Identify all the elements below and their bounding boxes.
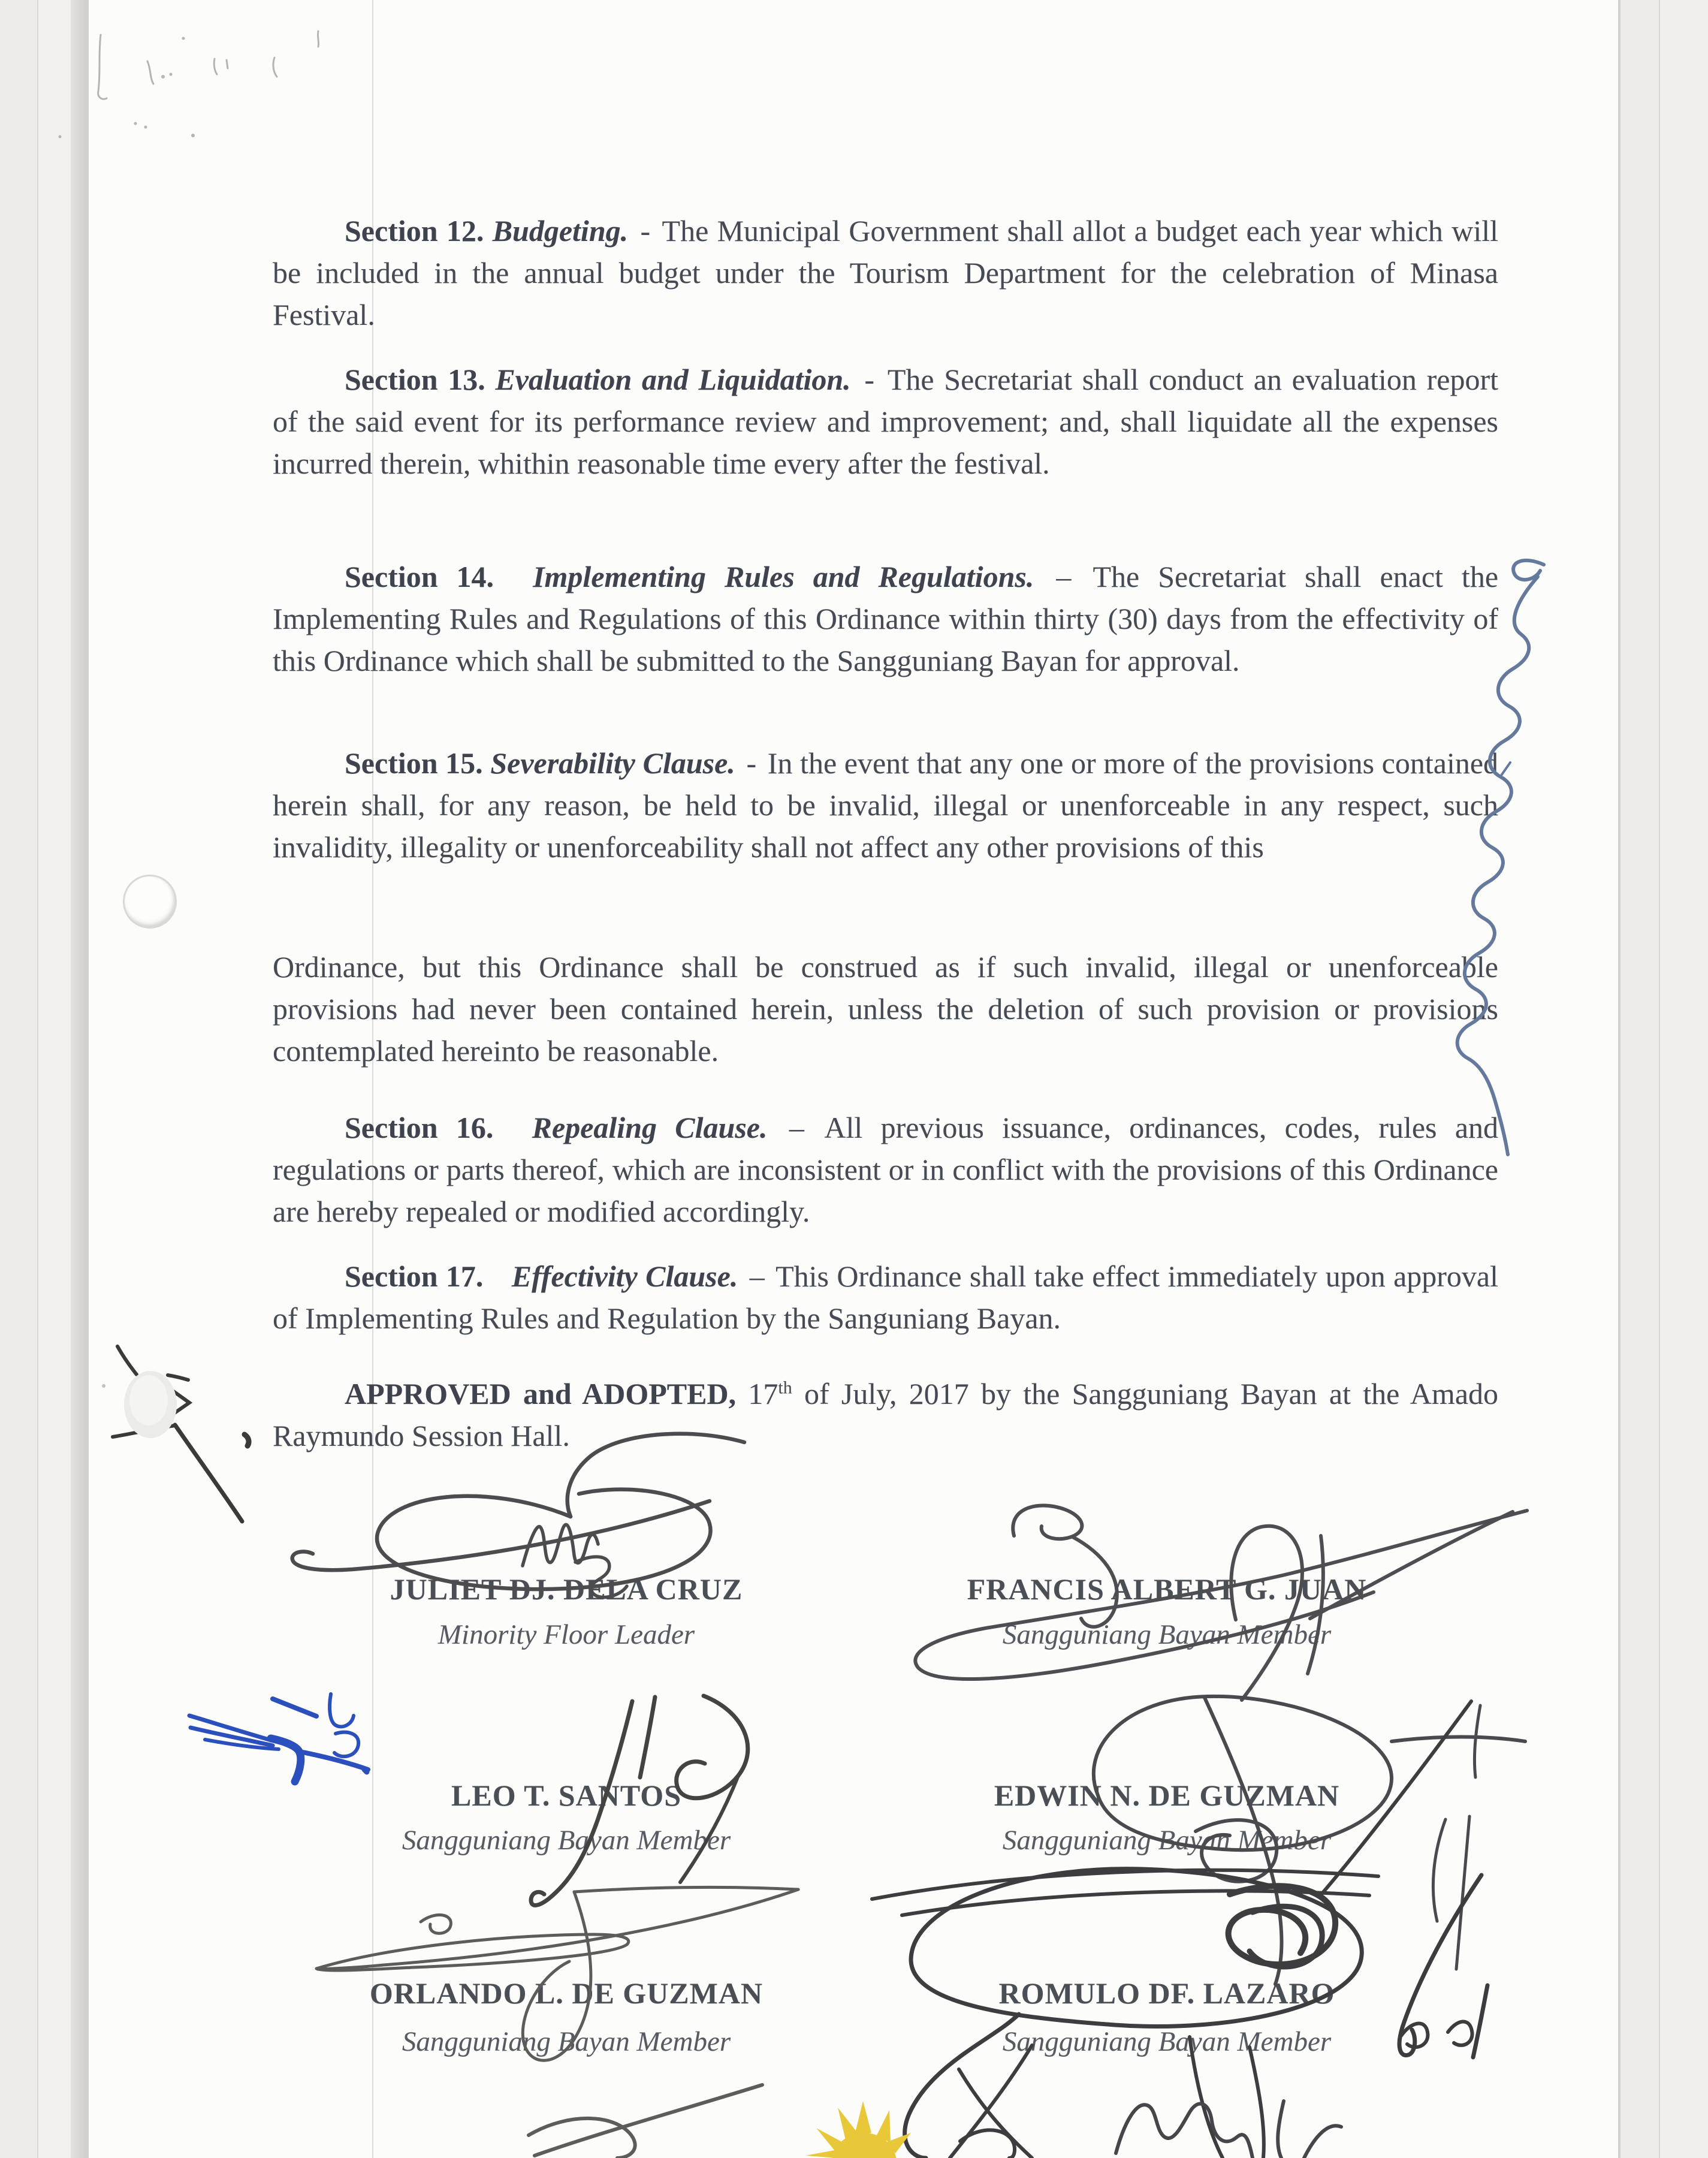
dash: – (789, 1111, 804, 1144)
section-body: The Secretariat shall conduct an evaluation report of the said event for its performance review and improvement; and, shall liquidate all the expenses incurred therein, whithin reasonable time every after the festival. (273, 363, 1499, 480)
dash: - (864, 363, 875, 396)
section-title: Effectivity Clause. (511, 1259, 738, 1293)
section-16-paragraph (273, 1107, 1498, 1232)
section-number: Section 16. (345, 1111, 494, 1144)
section-13-paragraph (273, 358, 1498, 484)
hole-punch (125, 876, 175, 927)
adoption-paragraph (273, 1373, 1498, 1457)
section-number: Section 17. (345, 1259, 484, 1293)
section-title: Repealing Clause. (532, 1111, 768, 1144)
section-15-continuation-paragraph (273, 946, 1498, 1072)
signatory-title-sb-member-3: Sangguniang Bayan Member (1002, 1825, 1332, 1856)
section-body: Ordinance, but this Ordinance shall be construed as if such invalid, illegal or unenforceable provisions had never been contained herein, unless the deletion of such provision or provisions contemplated hereinto be reasonable. (273, 950, 1498, 1068)
dash: - (746, 746, 757, 780)
adoption-day: 17 (748, 1377, 778, 1410)
section-17-paragraph (273, 1255, 1498, 1339)
section-number: Section 12. (345, 214, 484, 248)
section-15-paragraph (273, 742, 1498, 868)
section-number: Section 14. (345, 560, 494, 593)
adoption-lead: APPROVED and ADOPTED, (345, 1377, 737, 1410)
signatory-name-romulo-lazaro: ROMULO DF. LAZARO (998, 1976, 1335, 2010)
signatory-title-sb-member-1: Sangguniang Bayan Member (1002, 1619, 1332, 1650)
adoption-rest: of July, 2017 by the Sangguniang Bayan at the Amado Raymundo Session Hall. (273, 1377, 1499, 1452)
section-title: Budgeting. (492, 214, 629, 248)
dash: - (640, 214, 651, 248)
signatory-name-orlando-de-guzman: ORLANDO L. DE GUZMAN (369, 1976, 764, 2010)
section-title: Implementing Rules and Regulations. (533, 560, 1034, 593)
section-body: This Ordinance shall take effect immediately upon approval of Implementing Rules and Regulation by the Sanguniang Bayan. (273, 1259, 1498, 1335)
section-14-paragraph (273, 556, 1498, 682)
signatory-name-juliet-dela-cruz: JULIET DJ. DELA CRUZ (390, 1572, 743, 1606)
scan-edge-left-outer (0, 0, 38, 2158)
signatory-name-francis-albert-juan: FRANCIS ALBERT G. JUAN (967, 1572, 1367, 1606)
signatory-title-sb-member-5: Sangguniang Bayan Member (1002, 2026, 1332, 2057)
section-body: All previous issuance, ordinances, codes, rules and regulations or parts thereof, which are inconsistent or in conflict with the provisions of this Ordinance are hereby repealed or modified accordingly. (273, 1111, 1499, 1228)
signatory-name-edwin-de-guzman: EDWIN N. DE GUZMAN (994, 1779, 1340, 1812)
dash: – (749, 1259, 765, 1293)
section-title: Evaluation and Liquidation. (495, 363, 851, 396)
section-12-paragraph (273, 210, 1498, 336)
scan-edge-right-inner (1621, 0, 1660, 2158)
adoption-day-suffix: th (778, 1378, 792, 1398)
signatory-title-minority-floor-leader: Minority Floor Leader (437, 1619, 695, 1650)
section-number: Section 15. (345, 746, 483, 780)
signatory-title-sb-member-2: Sangguniang Bayan Member (402, 1825, 731, 1856)
dash: – (1056, 560, 1072, 593)
section-body: In the event that any one or more of the provisions contained herein shall, for any reason, be held to be invalid, illegal or unenforceable in any respect, such invalidity, illegality or unenforceability shall not affect any other provisions of this (273, 746, 1499, 864)
signatory-name-leo-santos: LEO T. SANTOS (451, 1779, 681, 1812)
section-number: Section 13. (345, 363, 485, 396)
section-body: The Secretariat shall enact the Implementing Rules and Regulations of this Ordinance within thirty (30) days from the effectivity of this Ordinance which shall be submitted to the Sangguniang Bayan for approval. (273, 560, 1499, 677)
scan-edge-right-outer (1660, 0, 1708, 2158)
scan-edge-left-inner (38, 0, 71, 2158)
page-left-edge-shadow (71, 0, 90, 2158)
section-title: Severability Clause. (490, 746, 735, 780)
section-body: The Municipal Government shall allot a budget each year which will be included in the annual budget under the Tourism Department for the celebration of Minasa Festival. (273, 214, 1499, 331)
signatory-title-sb-member-4: Sangguniang Bayan Member (402, 2026, 731, 2057)
